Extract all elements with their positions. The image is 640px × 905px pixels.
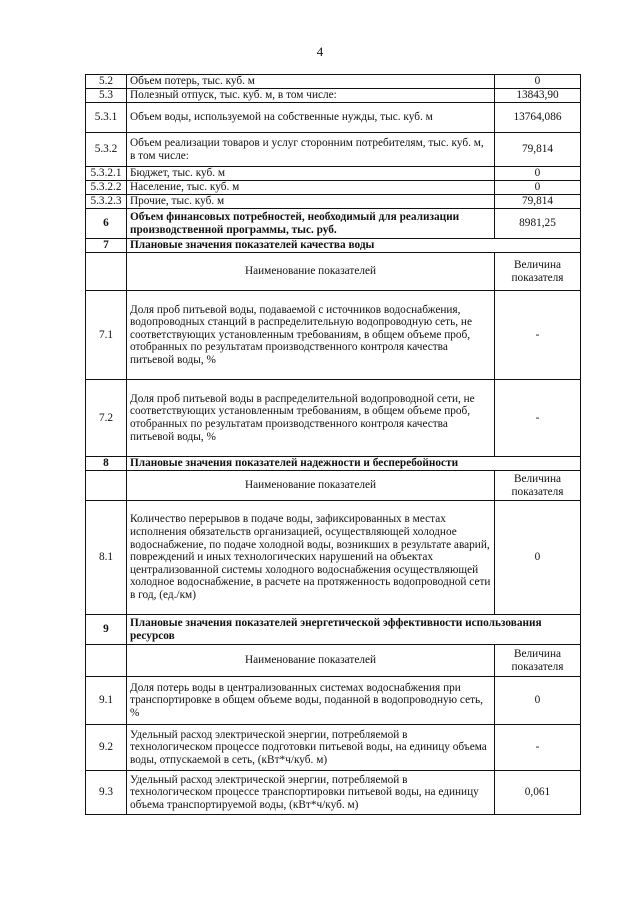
table-row — [86, 501, 581, 615]
table-row — [86, 291, 581, 380]
row-description: Доля проб питьевой воды в распределительной водопроводной сети, не соответствующих установленным требованиям, в общем объеме проб, отобранных по результатам производственного контроля качества питьевой воды, % — [127, 380, 495, 457]
row-value: 0 — [495, 501, 581, 615]
row-value: 79,814 — [495, 195, 581, 209]
empty-cell — [86, 471, 127, 501]
row-number: 5.3.2.1 — [86, 167, 127, 181]
row-number: 8.1 — [86, 501, 127, 615]
row-value: 13764,086 — [495, 103, 581, 133]
section-title: Плановые значения показателей энергетической эффективности использования ресурсов — [127, 615, 581, 645]
row-description: Количество перерывов в подаче воды, зафиксированных в местах исполнения обязательств организацией, осуществляющей холодное водоснабжение, по подаче холодной воды, возникших в результате аварий, повреждений и иных технологических нарушений на объектах централизованной системы холодного водоснабжения осуществляющей холодное водоснабжение, в расчете на протяженность водопроводной сети в год, (ед./км) — [127, 501, 495, 615]
section-title: Плановые значения показателей надежности и бесперебойности — [127, 457, 581, 471]
row-description: Население, тыс. куб. м — [127, 181, 495, 195]
row-value: 0 — [495, 75, 581, 89]
table-row — [86, 380, 581, 457]
column-header-row — [86, 645, 581, 677]
row-number: 5.3.2 — [86, 133, 127, 167]
section-row — [86, 615, 581, 645]
header-value: Величина показателя — [495, 253, 581, 291]
table-row — [86, 133, 581, 167]
header-name: Наименование показателей — [127, 645, 495, 677]
row-number: 7.1 — [86, 291, 127, 380]
column-header-row — [86, 253, 581, 291]
row-value: - — [495, 291, 581, 380]
row-value: 0,061 — [495, 771, 581, 815]
section-number: 7 — [86, 239, 127, 253]
row-description: Объем финансовых потребностей, необходимый для реализации производственной программы, тыс. руб. — [127, 209, 495, 239]
header-name: Наименование показателей — [127, 471, 495, 501]
table-row — [86, 167, 581, 181]
table-row — [86, 89, 581, 103]
row-number: 5.2 — [86, 75, 127, 89]
table-row — [86, 771, 581, 815]
row-description: Доля проб питьевой воды, подаваемой с источников водоснабжения, водопроводных станций в распределительную водопроводную сеть, не соответствующих установленным требованиям, в общем объеме проб, отобранных по результатам производственного контроля качества питьевой воды, % — [127, 291, 495, 380]
row-value: 13843,90 — [495, 89, 581, 103]
row-value: 0 — [495, 677, 581, 725]
table-row — [86, 725, 581, 771]
row-number: 9.3 — [86, 771, 127, 815]
table-row — [86, 195, 581, 209]
section-title: Плановые значения показателей качества воды — [127, 239, 581, 253]
row-value: 0 — [495, 181, 581, 195]
indicators-table — [85, 74, 581, 815]
row-number: 9.1 — [86, 677, 127, 725]
row-value: - — [495, 725, 581, 771]
section-number: 9 — [86, 615, 127, 645]
header-name: Наименование показателей — [127, 253, 495, 291]
row-number: 5.3.2.2 — [86, 181, 127, 195]
section-number: 8 — [86, 457, 127, 471]
table-row — [86, 103, 581, 133]
table-row — [86, 181, 581, 195]
row-description: Объем воды, используемой на собственные нужды, тыс. куб. м — [127, 103, 495, 133]
row-value: 79,814 — [495, 133, 581, 167]
row-number: 9.2 — [86, 725, 127, 771]
page-number: 4 — [316, 44, 324, 59]
row-description: Полезный отпуск, тыс. куб. м, в том числе: — [127, 89, 495, 103]
row-value: - — [495, 380, 581, 457]
row-number: 7.2 — [86, 380, 127, 457]
row-description: Объем реализации товаров и услуг сторонним потребителям, тыс. куб. м, в том числе: — [127, 133, 495, 167]
section-row — [86, 239, 581, 253]
row-number: 5.3.2.3 — [86, 195, 127, 209]
row-number: 5.3.1 — [86, 103, 127, 133]
section-row — [86, 457, 581, 471]
table-row — [86, 75, 581, 89]
empty-cell — [86, 253, 127, 291]
row-description: Доля потерь воды в централизованных системах водоснабжения при транспортировке в общем объеме воды, поданной в водопроводную сеть, % — [127, 677, 495, 725]
row-description: Бюджет, тыс. куб. м — [127, 167, 495, 181]
row-value: 8981,25 — [495, 209, 581, 239]
table-row — [86, 677, 581, 725]
header-value: Величина показателя — [495, 645, 581, 677]
row-value: 0 — [495, 167, 581, 181]
row-description: Удельный расход электрической энергии, потребляемой в технологическом процессе транспортировки питьевой воды, на единицу объема транспортируемой воды, (кВт*ч/куб. м) — [127, 771, 495, 815]
row-description: Объем потерь, тыс. куб. м — [127, 75, 495, 89]
empty-cell — [86, 645, 127, 677]
column-header-row — [86, 471, 581, 501]
row-description: Прочие, тыс. куб. м — [127, 195, 495, 209]
header-value: Величина показателя — [495, 471, 581, 501]
row-description: Удельный расход электрической энергии, потребляемой в технологическом процессе подготовки питьевой воды, на единицу объема воды, отпускаемой в сеть, (кВт*ч/куб. м) — [127, 725, 495, 771]
table-row — [86, 209, 581, 239]
row-number: 6 — [86, 209, 127, 239]
row-number: 5.3 — [86, 89, 127, 103]
